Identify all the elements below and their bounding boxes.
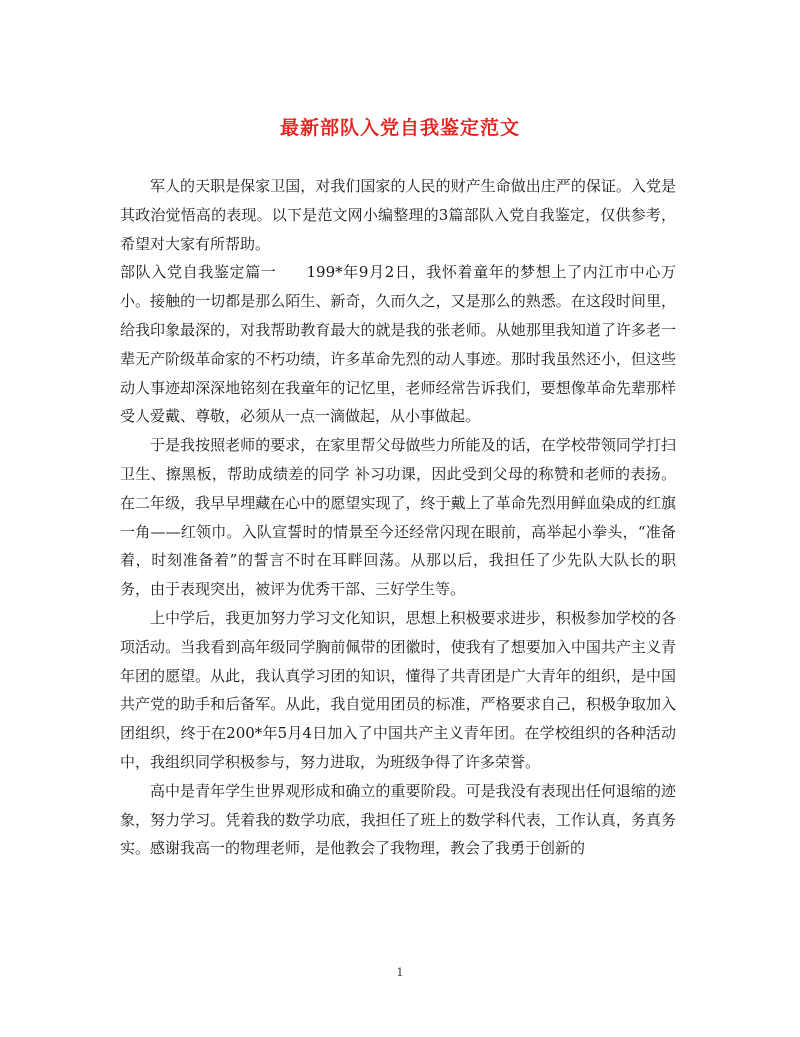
page-number: 1 [396, 966, 404, 979]
section-heading: 部队入党自我鉴定篇一 [120, 263, 277, 282]
paragraph-1-text: 199*年9月2日，我怀着童年的梦想上了内江市中心万小。接触的一切都是那么陌生、新奇，久而久之，又是那么的熟悉。在这段时间里，给我印象最深的，对我帮助教育最大的就是我的张老师。从她那里我知道了许多老一辈无产阶级革命家的不朽功绩，许多革命先烈的动人事迹。那时我虽然还小，但这些动人事迹却深深地铭刻在我童年的记忆里，老师经常告诉我们，要想像革命先辈那样受人爱戴、尊敬，必须从一点一滴做起，从小事做起。 [120, 263, 676, 426]
paragraph-4: 高中是青年学生世界观形成和确立的重要阶段。可是我没有表现出任何退缩的迹象，努力学习。凭着我的数学功底，我担任了班上的数学科代表，工作认真，务真务实。感谢我高一的物理老师，是他教会了我物理，教会了我勇于创新的 [120, 781, 676, 858]
document-body [120, 172, 676, 863]
section-paragraph-1 [120, 258, 676, 431]
intro-paragraph: 军人的天职是保家卫国，对我们国家的人民的财产生命做出庄严的保证。入党是其政治觉悟高的表现。以下是范文网小编整理的3篇部队入党自我鉴定，仅供参考，希望对大家有所帮助。 [120, 177, 676, 253]
paragraph-2: 于是我按照老师的要求，在家里帮父母做些力所能及的话，在学校带领同学打扫卫生、擦黑板，帮助成绩差的同学 补习功课，因此受到父母的称赞和老师的表扬。在二年级，我早早埋藏在心中的愿望实现了，终于戴上了革命先烈用鲜血染成的红旗一角——红领巾。入队宣誓时的情景至今还经常闪现在眼前，高举起小拳头，“准备着，时刻准备着”的誓言不时在耳畔回荡。从那以后，我担任了少先队大队长的职务，由于表现突出，被评为优秀干部、三好学生等。 [120, 436, 676, 599]
paragraph-3: 上中学后，我更加努力学习文化知识，思想上积极要求进步，积极参加学校的各项活动。当我看到高年级同学胸前佩带的团徽时，使我有了想要加入中国共产主义青年团的愿望。从此，我认真学习团的知识，懂得了共青团是广大青年的组织，是中国共产党的助手和后备军。从此，我自觉用团员的标准，严格要求自己，积极争取加入团组织，终于在200*年5月4日加入了中国共产主义青年团。在学校组织的各种活动中，我组织同学积极参与，努力进取，为班级争得了许多荣誉。 [120, 608, 676, 771]
document-title: 最新部队入党自我鉴定范文 [279, 117, 520, 139]
